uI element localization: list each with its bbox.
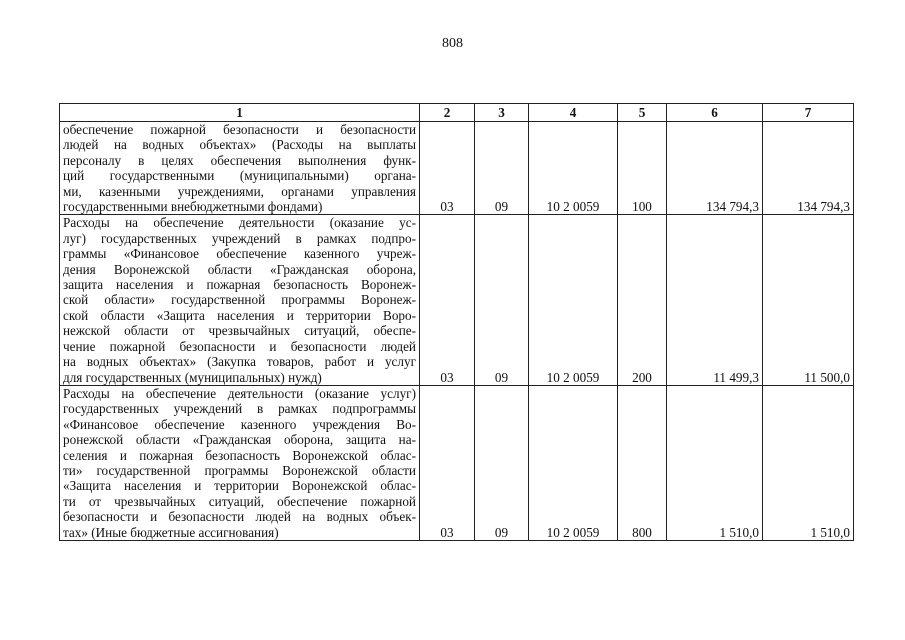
- amount-col6: 1 510,0: [667, 385, 763, 540]
- description-line: тах» (Иные бюджетные ассигнования): [63, 524, 279, 540]
- row-description: [60, 122, 420, 215]
- column-header-1: 1: [60, 104, 420, 122]
- description-line: людей на водных объектах» (Расходы на выплаты: [63, 137, 416, 153]
- description-line: ронежской области «Гражданская оборона, защита на-: [63, 432, 416, 448]
- table-row: [60, 385, 854, 540]
- row-description: [60, 215, 420, 385]
- header-row: [60, 104, 854, 122]
- description-line: ской области» государственной программы Воронеж-: [63, 292, 416, 308]
- row-description: [60, 385, 420, 540]
- column-header-3: 3: [475, 104, 529, 122]
- description-line: защита населения и пожарная безопасность Воронеж-: [63, 277, 416, 293]
- description-line: «Защита населения и территории Воронежской облас-: [63, 478, 416, 494]
- amount-col6: 11 499,3: [667, 215, 763, 385]
- description-line: государственными внебюджетными фондами): [63, 199, 323, 215]
- column-header-6: 6: [667, 104, 763, 122]
- column-header-7: 7: [763, 104, 854, 122]
- description-line: луг) государственных учреждений в рамках подпро-: [63, 230, 416, 246]
- page-number: 808: [442, 36, 463, 51]
- amount-col7: 134 794,3: [763, 122, 854, 215]
- table-row: [60, 215, 854, 385]
- description-line: ской области «Защита населения и территории Воро-: [63, 307, 416, 323]
- description-line: ти» государственной программы Воронежской области: [63, 462, 416, 478]
- description-line: ти от чрезвычайных ситуаций, обеспечение пожарной: [63, 493, 416, 509]
- description-line: селения и пожарная безопасность Воронежской облас-: [63, 447, 416, 463]
- description-line: Расходы на обеспечение деятельности (оказание ус-: [63, 215, 416, 231]
- description-line: обеспечение пожарной безопасности и безопасности: [63, 122, 416, 137]
- description-line: государственных учреждений в рамках подпрограммы: [63, 401, 416, 417]
- description-line: Расходы на обеспечение деятельности (оказание услуг): [63, 385, 416, 401]
- description-line: дения Воронежской области «Гражданская оборона,: [63, 261, 416, 277]
- subsection-code: 09: [475, 385, 529, 540]
- description-line: на водных объектах» (Закупка товаров, работ и услуг: [63, 354, 416, 370]
- description-line: граммы «Финансовое обеспечение казенного учреж-: [63, 246, 416, 262]
- target-article-code: 10 2 0059: [529, 122, 618, 215]
- section-code: 03: [420, 215, 475, 385]
- column-header-4: 4: [529, 104, 618, 122]
- amount-col6: 134 794,3: [667, 122, 763, 215]
- amount-col7: 1 510,0: [763, 385, 854, 540]
- column-header-2: 2: [420, 104, 475, 122]
- subsection-code: 09: [475, 122, 529, 215]
- table-row: [60, 122, 854, 215]
- description-line: безопасности и безопасности людей на водных объек-: [63, 509, 416, 525]
- section-code: 03: [420, 385, 475, 540]
- subsection-code: 09: [475, 215, 529, 385]
- amount-col7: 11 500,0: [763, 215, 854, 385]
- description-line: ми, казенными учреждениями, органами управления: [63, 183, 416, 199]
- column-header-5: 5: [618, 104, 667, 122]
- expense-type-code: 200: [618, 215, 667, 385]
- expense-type-code: 100: [618, 122, 667, 215]
- description-line: ций государственными (муниципальными) органа-: [63, 168, 416, 184]
- budget-table: [59, 103, 854, 541]
- description-line: для государственных (муниципальных) нужд): [63, 369, 322, 385]
- description-line: нежской области от чрезвычайных ситуаций, обеспе-: [63, 323, 416, 339]
- description-line: чение пожарной безопасности и безопасности людей: [63, 338, 416, 354]
- target-article-code: 10 2 0059: [529, 385, 618, 540]
- target-article-code: 10 2 0059: [529, 215, 618, 385]
- expense-type-code: 800: [618, 385, 667, 540]
- section-code: 03: [420, 122, 475, 215]
- description-line: «Финансовое обеспечение казенного учреждения Во-: [63, 416, 416, 432]
- description-line: персоналу в целях обеспечения выполнения функ-: [63, 152, 416, 168]
